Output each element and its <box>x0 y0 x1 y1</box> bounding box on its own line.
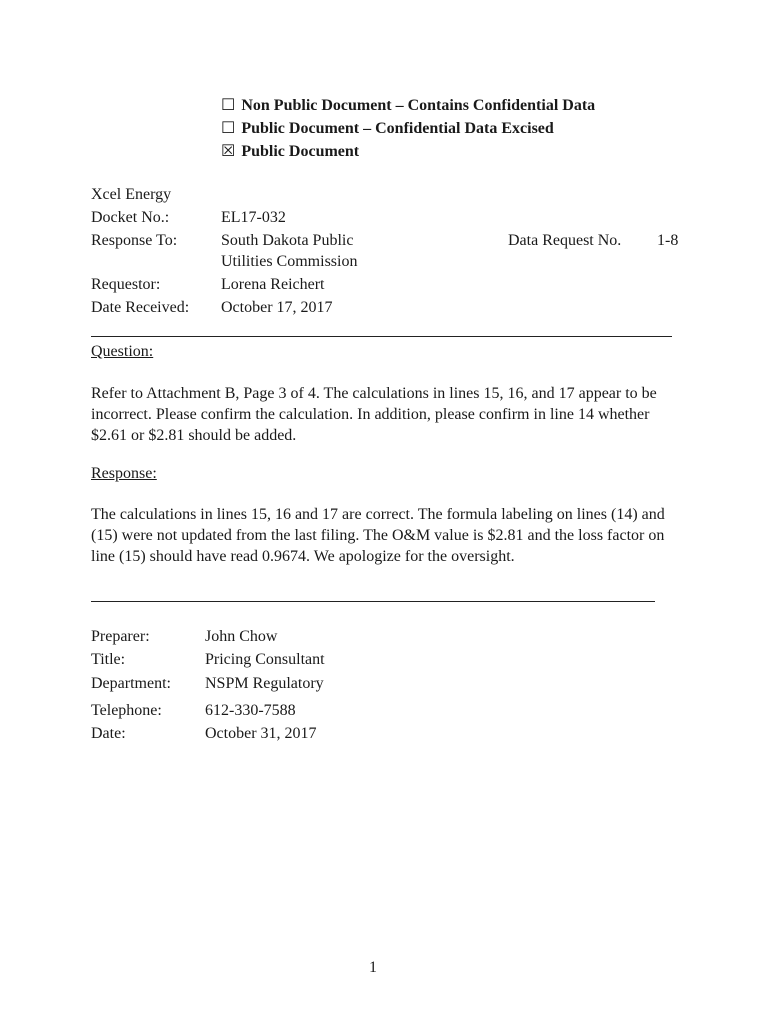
unchecked-box-icon: ☐ <box>221 120 236 137</box>
requestor-label: Requestor: <box>91 276 161 293</box>
date-received-label: Date Received: <box>91 299 190 316</box>
data-request-value: 1-8 <box>657 232 679 249</box>
department-value: NSPM Regulatory <box>205 675 324 692</box>
classification-excised-label: Public Document – Confidential Data Excised <box>241 120 554 137</box>
title-value: Pricing Consultant <box>205 651 325 668</box>
divider-line <box>91 601 655 602</box>
classification-public <box>221 142 359 162</box>
unchecked-box-icon: ☐ <box>221 97 236 114</box>
requestor-value: Lorena Reichert <box>221 276 325 293</box>
classification-public-label: Public Document <box>241 143 360 160</box>
docket-value: EL17-032 <box>221 209 286 226</box>
checked-box-icon: ☒ <box>221 143 236 160</box>
response-text: The calculations in lines 15, 16 and 17 are correct. The formula labeling on lines (14) and (15) were not updated from the last filing. The O&M value is $2.81 and the loss factor on line (15) should have read 0.9674. We apologize for the oversight. <box>91 506 665 565</box>
preparer-value: John Chow <box>205 628 278 645</box>
question-heading: Question: <box>91 343 154 360</box>
question-text: Refer to Attachment B, Page 3 of 4. The calculations in lines 15, 16, and 17 appear to be incorrect. Please confirm the calculation. In addition, please confirm in line 14 whether $2.61 or $2.81 should be added. <box>91 385 657 444</box>
company-name: Xcel Energy <box>91 186 172 203</box>
response-heading: Response: <box>91 465 157 482</box>
divider-line <box>91 336 672 337</box>
classification-nonpublic-label: Non Public Document – Contains Confidential Data <box>241 97 596 114</box>
data-request-label: Data Request No. <box>508 232 622 249</box>
response-to-label: Response To: <box>91 232 178 249</box>
date-value: October 31, 2017 <box>205 725 317 742</box>
classification-excised <box>221 119 554 139</box>
preparer-label: Preparer: <box>91 628 150 645</box>
title-label: Title: <box>91 651 126 668</box>
telephone-value: 612-330-7588 <box>205 702 296 719</box>
date-label: Date: <box>91 725 126 742</box>
classification-nonpublic <box>221 96 595 116</box>
docket-label: Docket No.: <box>91 209 170 226</box>
page-number: 1 <box>369 959 377 976</box>
response-to-line1: South Dakota Public <box>221 232 354 249</box>
response-to-line2: Utilities Commission <box>221 253 358 270</box>
department-label: Department: <box>91 675 171 692</box>
date-received-value: October 17, 2017 <box>221 299 333 316</box>
telephone-label: Telephone: <box>91 702 162 719</box>
